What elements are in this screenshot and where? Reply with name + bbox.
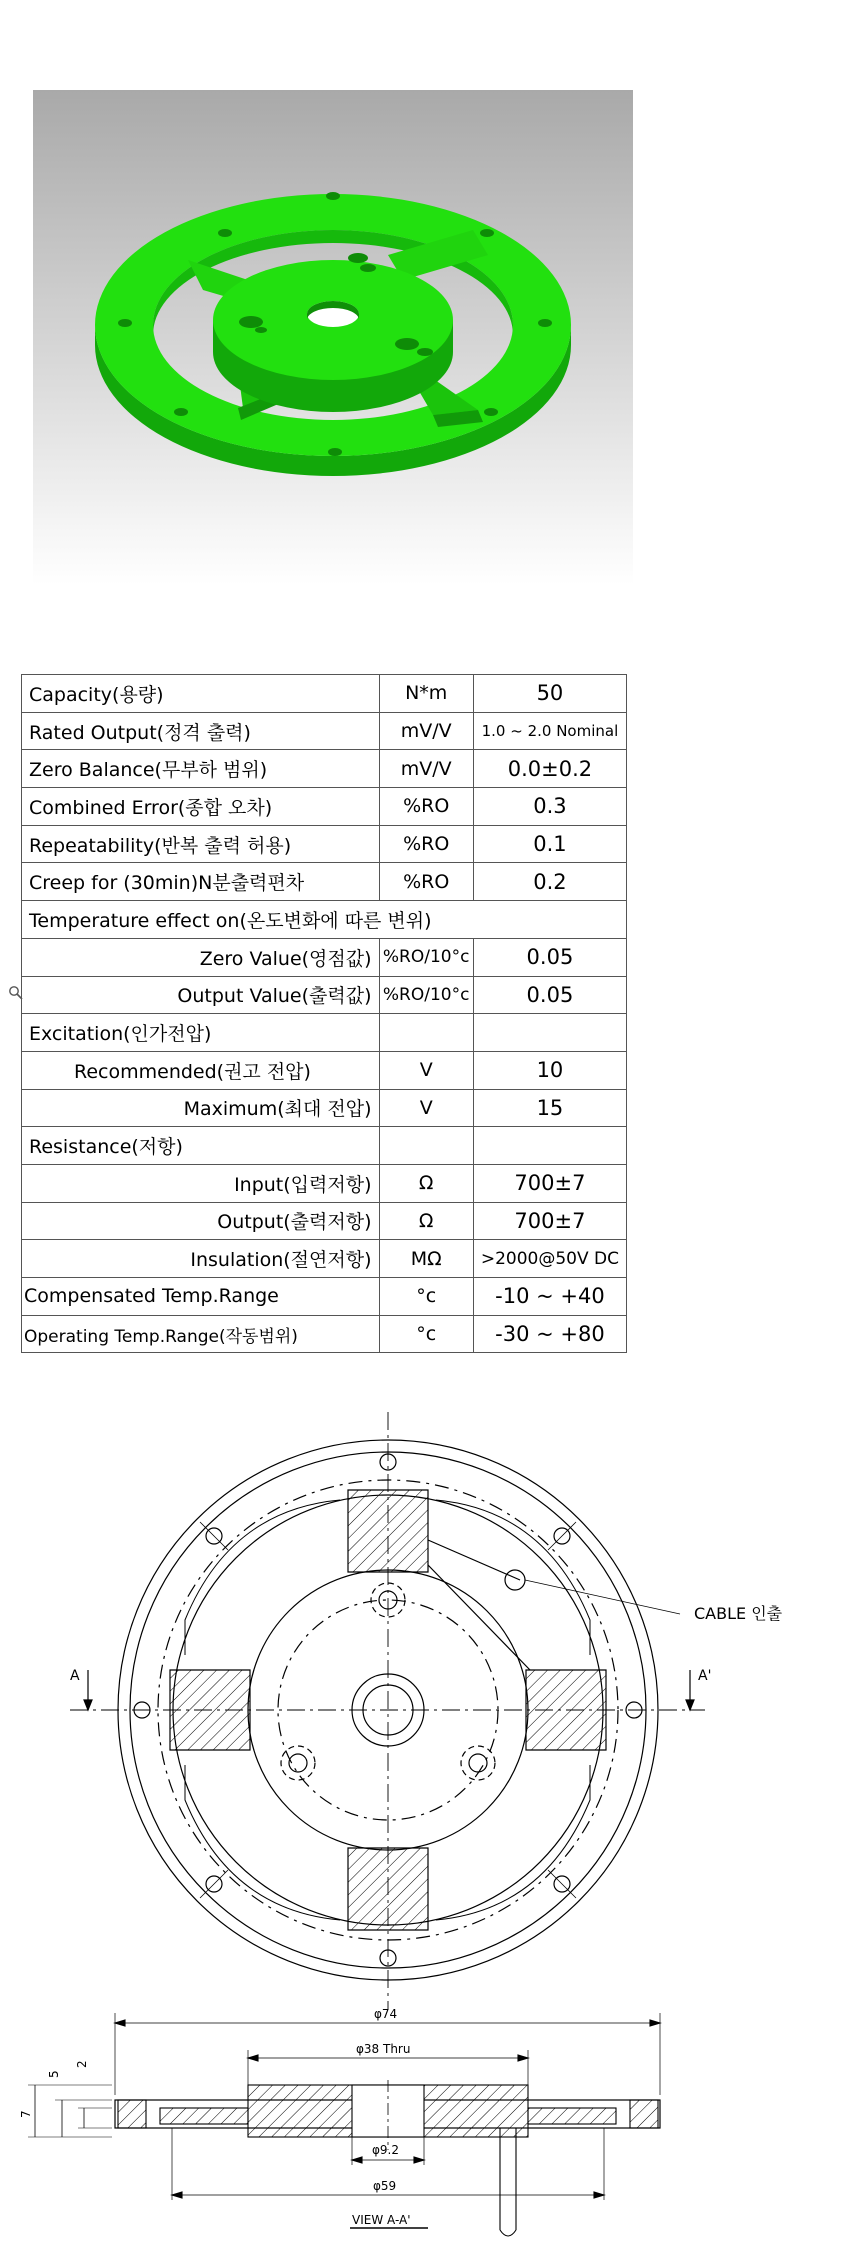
spec-value: 0.05 bbox=[473, 938, 626, 976]
spec-unit: mV/V bbox=[379, 750, 473, 788]
spec-label: Recommended(권고 전압) bbox=[22, 1051, 380, 1089]
spec-unit: %RO bbox=[379, 863, 473, 901]
spec-value: -30 ~ +80 bbox=[473, 1315, 626, 1353]
table-row bbox=[22, 788, 627, 826]
spec-unit: N*m bbox=[379, 675, 473, 713]
spec-unit bbox=[379, 1127, 473, 1165]
dimension-outer: φ74 bbox=[374, 2007, 398, 2021]
spec-value: 50 bbox=[473, 675, 626, 713]
table-row bbox=[22, 1278, 627, 1316]
spec-value: 0.0±0.2 bbox=[473, 750, 626, 788]
spec-value: 700±7 bbox=[473, 1202, 626, 1240]
spec-label: Combined Error(종합 오차) bbox=[22, 788, 380, 826]
spec-label: Input(입력저항) bbox=[22, 1164, 380, 1202]
table-row bbox=[22, 1051, 627, 1089]
dimension-thru: φ38 Thru bbox=[356, 2042, 411, 2056]
table-row bbox=[22, 1202, 627, 1240]
spec-section-heading: Temperature effect on(온도변화에 따른 변위) bbox=[22, 901, 627, 939]
spec-value: 0.1 bbox=[473, 825, 626, 863]
spec-label: Maximum(최대 전압) bbox=[22, 1089, 380, 1127]
table-row bbox=[22, 901, 627, 939]
spec-label: Zero Balance(무부하 범위) bbox=[22, 750, 380, 788]
table-row bbox=[22, 976, 627, 1014]
spec-label: Compensated Temp.Range bbox=[22, 1278, 380, 1316]
dimension-pcd: φ59 bbox=[373, 2179, 397, 2193]
table-row bbox=[22, 1240, 627, 1278]
spec-unit: Ω bbox=[379, 1164, 473, 1202]
spec-label: Creep for (30min)N분출력편차 bbox=[22, 863, 380, 901]
table-row bbox=[22, 1089, 627, 1127]
top-view bbox=[70, 1412, 705, 2010]
search-icon[interactable] bbox=[8, 985, 24, 1001]
dimension-bore: φ9.2 bbox=[372, 2143, 399, 2157]
spec-label: Excitation(인가전압) bbox=[22, 1014, 380, 1052]
table-row bbox=[22, 750, 627, 788]
spec-label: Capacity(용량) bbox=[22, 675, 380, 713]
spec-label: Insulation(절연저항) bbox=[22, 1240, 380, 1278]
spec-value: 0.05 bbox=[473, 976, 626, 1014]
spec-unit: %RO/10°c bbox=[379, 976, 473, 1014]
section-view bbox=[28, 2013, 660, 2236]
spec-label: Repeatability(반복 출력 허용) bbox=[22, 825, 380, 863]
spec-unit: %RO bbox=[379, 788, 473, 826]
dimension-height-7: 7 bbox=[19, 2110, 33, 2118]
spec-value: 10 bbox=[473, 1051, 626, 1089]
spec-value bbox=[473, 1014, 626, 1052]
table-row bbox=[22, 675, 627, 713]
spec-unit: %RO/10°c bbox=[379, 938, 473, 976]
spec-value bbox=[473, 1127, 626, 1165]
spec-label: Output Value(출력값) bbox=[22, 976, 380, 1014]
spec-table bbox=[21, 674, 627, 1353]
table-row bbox=[22, 938, 627, 976]
spec-unit: V bbox=[379, 1089, 473, 1127]
spec-label: Operating Temp.Range(작동범위) bbox=[22, 1315, 380, 1353]
section-label-a-prime: A' bbox=[698, 1668, 712, 1684]
spec-value: 0.2 bbox=[473, 863, 626, 901]
spec-unit: Ω bbox=[379, 1202, 473, 1240]
spec-unit: °c bbox=[379, 1278, 473, 1316]
dimension-height-2: 2 bbox=[75, 2060, 89, 2068]
spec-label: Output(출력저항) bbox=[22, 1202, 380, 1240]
table-row bbox=[22, 712, 627, 750]
spec-value: -10 ~ +40 bbox=[473, 1278, 626, 1316]
table-row bbox=[22, 825, 627, 863]
spec-value: 0.3 bbox=[473, 788, 626, 826]
spec-value: 15 bbox=[473, 1089, 626, 1127]
table-row bbox=[22, 1315, 627, 1353]
spec-unit: %RO bbox=[379, 825, 473, 863]
table-row bbox=[22, 863, 627, 901]
spec-value: 1.0 ~ 2.0 Nominal bbox=[473, 712, 626, 750]
product-3d-rendering bbox=[33, 90, 633, 585]
spec-unit: MΩ bbox=[379, 1240, 473, 1278]
spec-unit: mV/V bbox=[379, 712, 473, 750]
spec-unit: °c bbox=[379, 1315, 473, 1353]
section-label-a: A bbox=[70, 1668, 80, 1684]
table-row bbox=[22, 1014, 627, 1052]
view-label: VIEW A-A' bbox=[352, 2213, 411, 2227]
table-row bbox=[22, 1127, 627, 1165]
spec-label: Zero Value(영점값) bbox=[22, 938, 380, 976]
spec-value: 700±7 bbox=[473, 1164, 626, 1202]
spec-value: >2000@50V DC bbox=[473, 1240, 626, 1278]
cable-callout: CABLE 인출 bbox=[694, 1604, 783, 1623]
spec-label: Rated Output(정격 출력) bbox=[22, 712, 380, 750]
technical-drawing bbox=[0, 1390, 848, 2250]
spec-unit bbox=[379, 1014, 473, 1052]
spec-unit: V bbox=[379, 1051, 473, 1089]
spec-label: Resistance(저항) bbox=[22, 1127, 380, 1165]
dimension-height-5: 5 bbox=[47, 2070, 61, 2078]
table-row bbox=[22, 1164, 627, 1202]
